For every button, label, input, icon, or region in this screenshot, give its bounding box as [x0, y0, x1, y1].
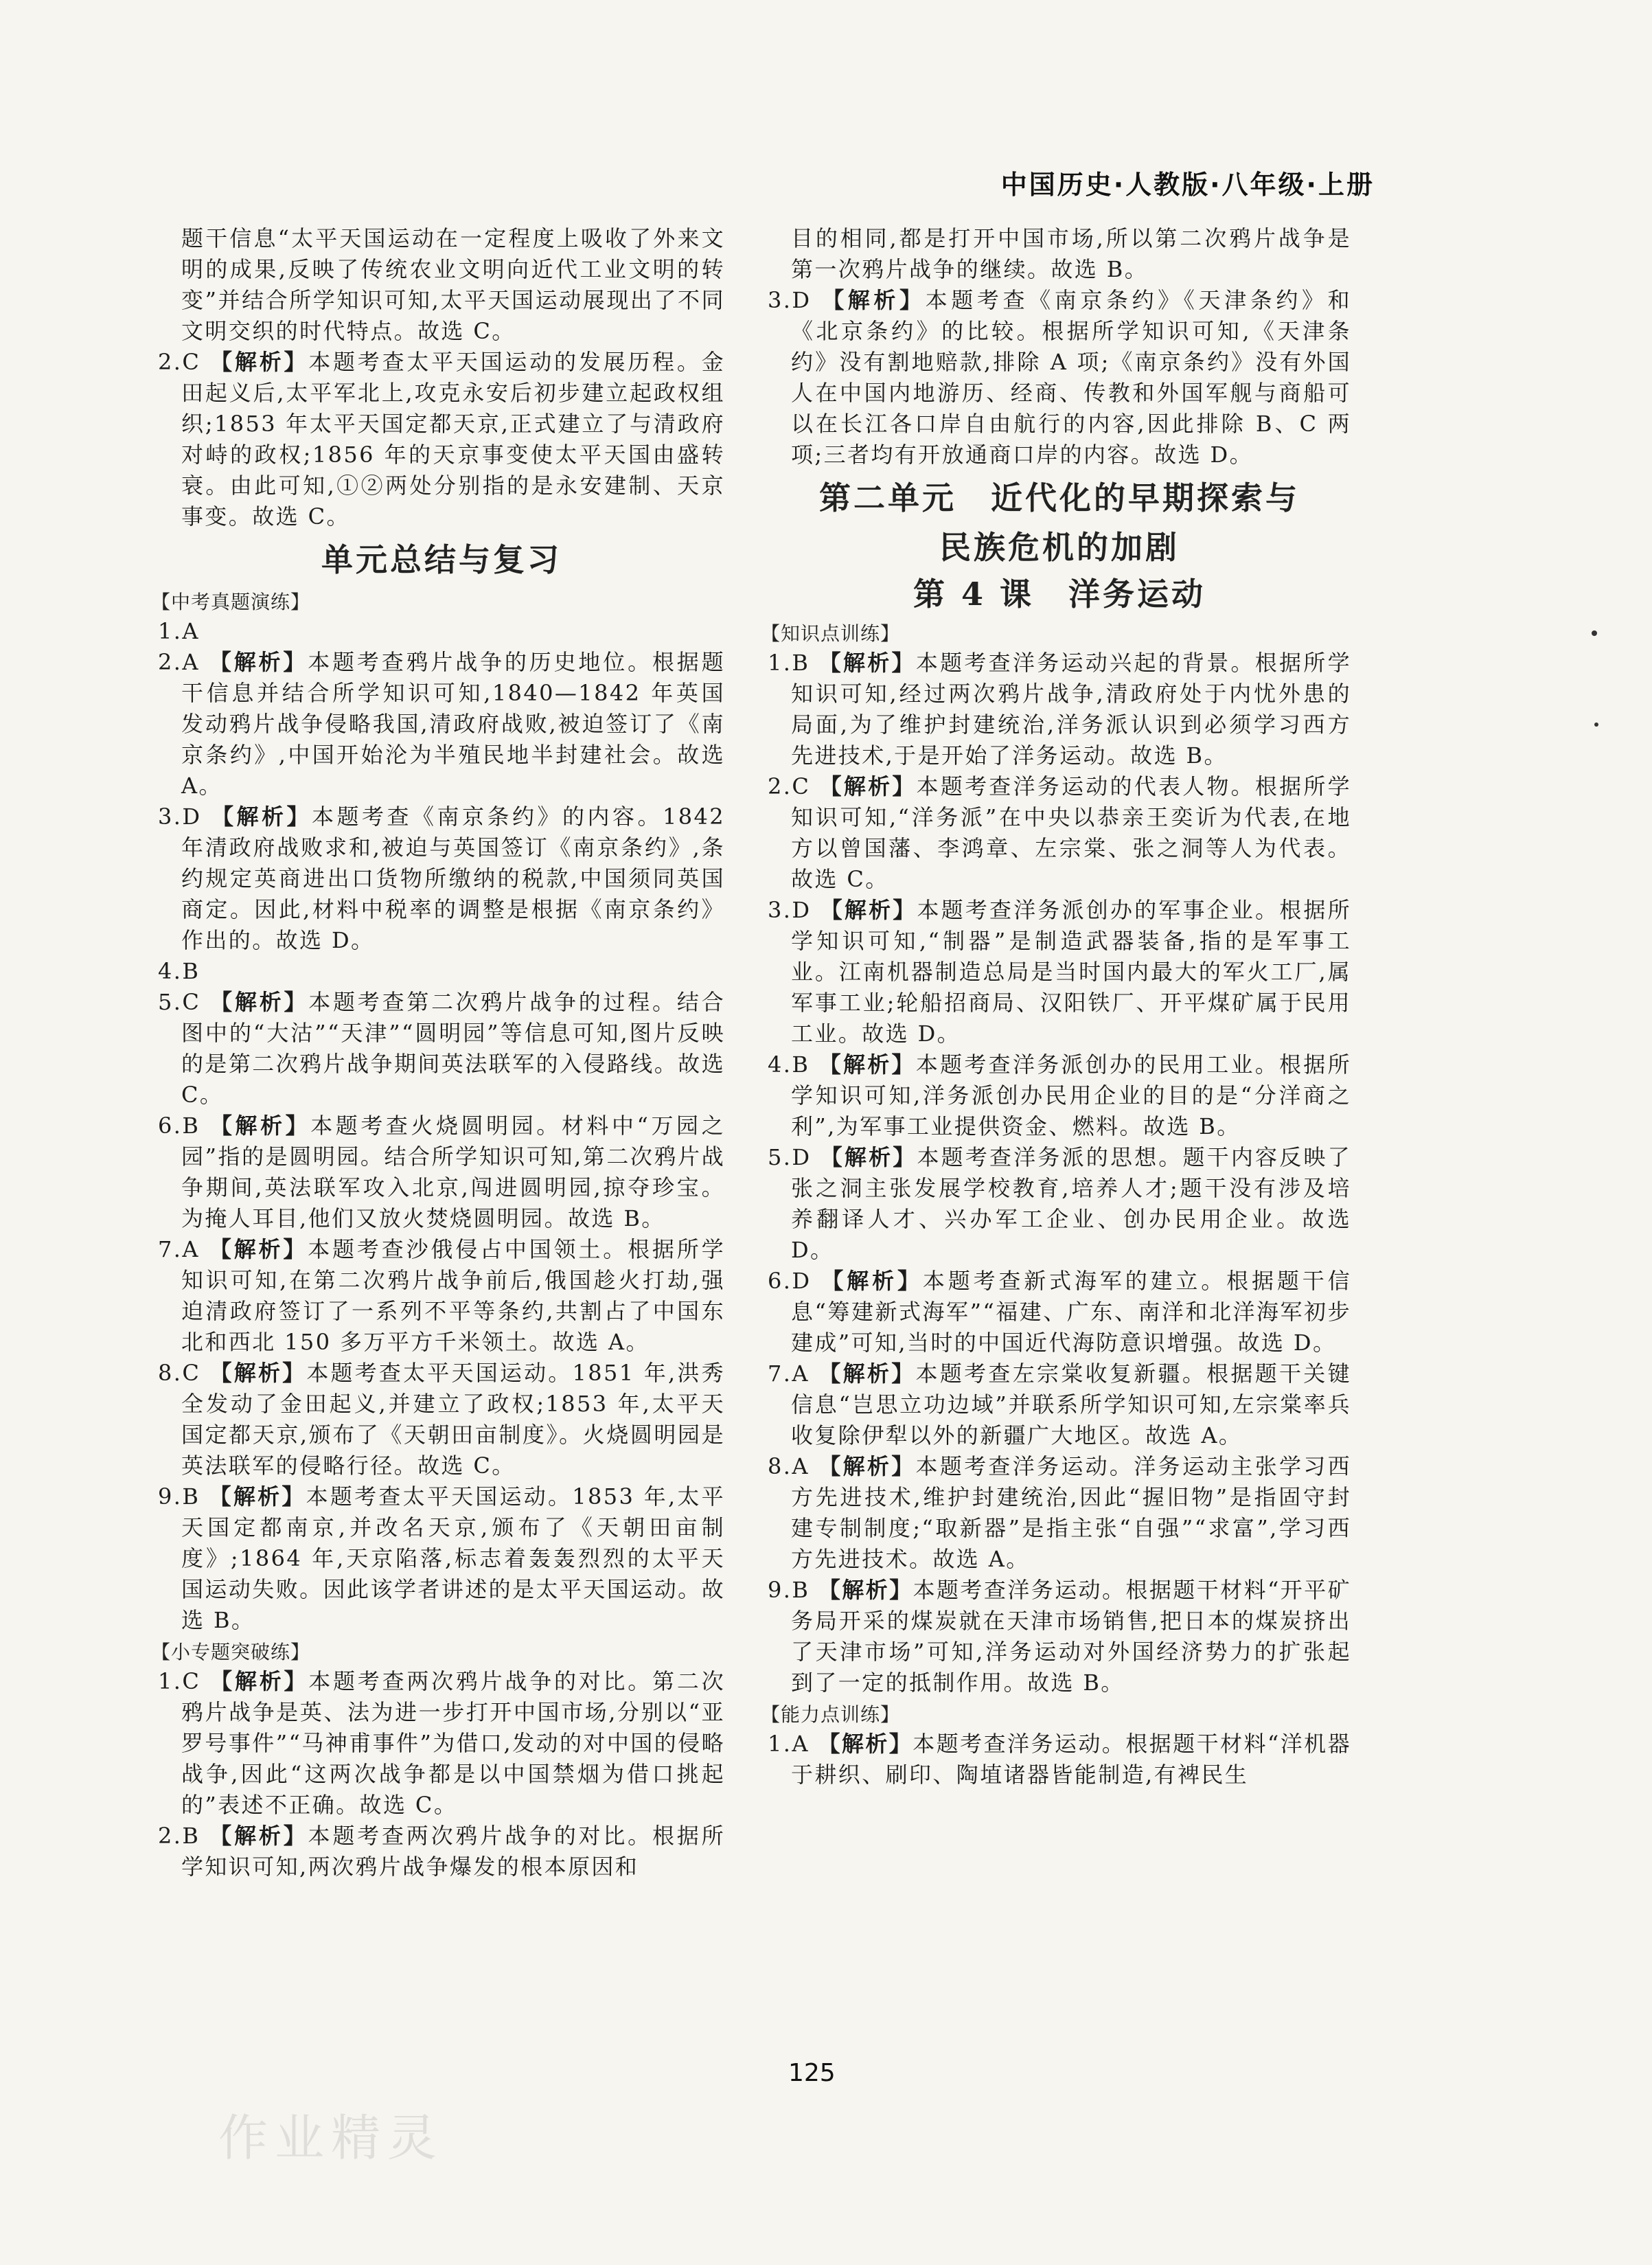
answer-item [768, 1451, 1351, 1575]
right-column [761, 223, 1352, 1790]
analysis-tag: 【解析】 [209, 1360, 307, 1386]
answer-item [768, 1266, 1351, 1358]
answer-label: 9.B [768, 1577, 810, 1603]
answer-text: 本题考查两次鸦片战争的对比。第二次鸦片战争是英、法为进一步打开中国市场,分别以“亚罗号事件”“马神甫事件”为借口,发动的对中国的侵略战争,因此“这两次战争都是以中国禁烟为借口挑起的”表述不正确。故选 C。 [181, 1668, 725, 1818]
answer-item [768, 1729, 1351, 1790]
answer-label: 6.B [158, 1113, 200, 1139]
answer-item [158, 1666, 725, 1821]
answer-continuation: 题干信息“太平天国运动在一定程度上吸收了外来文明的成果,反映了传统农业文明向近代工业文明的转变”并结合所学知识可知,太平天国运动展现出了不同文明交织的时代特点。故选 C。 [181, 225, 725, 344]
answer-item [768, 1049, 1351, 1142]
answer-label: 3.D [158, 804, 202, 830]
answer-item [158, 1821, 725, 1882]
analysis-tag: 【解析】 [210, 349, 309, 375]
answer-label: 7.A [768, 1361, 810, 1387]
answer-item [158, 987, 725, 1111]
answer-label: 5.D [768, 1144, 812, 1170]
analysis-tag: 【解析】 [818, 1453, 916, 1479]
section-label: 【小专题突破练】 [151, 1641, 311, 1663]
answer-text: 本题考查太平天国运动。1853 年,太平天国定都南京,并改名天京,颁布了《天朝田亩制度》;1864 年,天京陷落,标志着轰轰烈烈的太平天国运动失败。因此该学者讲述的是太平天国运动。故选 B。 [181, 1483, 725, 1633]
analysis-tag: 【解析】 [209, 1483, 306, 1510]
book-title-header: 中国历史·人教版·八年级·上册 [1000, 170, 1375, 200]
answer-label: 5.C [158, 989, 201, 1015]
answer-item [768, 285, 1351, 470]
analysis-tag: 【解析】 [818, 1731, 913, 1757]
answer-item [768, 1575, 1351, 1698]
section-label: 【知识点训练】 [761, 622, 901, 645]
answer-item [158, 616, 725, 647]
margin-dot [1592, 630, 1597, 636]
answer-text: 本题考查左宗棠收复新疆。根据题干关键信息“岂思立功边域”并联系所学知识可知,左宗棠率兵收复除伊犁以外的新疆广大地区。故选 A。 [791, 1361, 1352, 1448]
section-label: 【中考真题演练】 [151, 591, 311, 613]
answer-text: 本题考查第二次鸦片战争的过程。结合图中的“大沽”“天津”“圆明园”等信息可知,图片反映的是第二次鸦片战争期间英法联军的入侵路线。故选 C。 [181, 989, 725, 1108]
answer-item [158, 347, 725, 532]
heading-title: 民族危机的加剧 [939, 529, 1180, 566]
answer-text: 本题考查两次鸦片战争的对比。根据所学知识可知,两次鸦片战争爆发的根本原因和 [181, 1823, 725, 1880]
answer-text: 本题考查《南京条约》的内容。1842 年清政府战败求和,被迫与英国签订《南京条约》,条约规定英商进出口货物所缴纳的税款,中国须同英国商定。因此,材料中税率的调整是根据《南京条约》作出的。故选 D。 [181, 804, 725, 953]
answer-item [768, 1358, 1351, 1451]
answer-text: 本题考查沙俄侵占中国领土。根据所学知识可知,在第二次鸦片战争前后,俄国趁火打劫,强迫清政府签订了一系列不平等条约,共割占了中国东北和西北 150 多万平方千米领土。故选 A。 [181, 1236, 725, 1355]
answer-label: 4.B [768, 1051, 810, 1078]
left-column [151, 223, 725, 1882]
answer-text: 本题考查太平天国运动。1851 年,洪秀全发动了金田起义,并建立了政权;1853 年,太平天国定都天京,颁布了《天朝田亩制度》。火烧圆明园是英法联军的侵略行径。故选 C。 [181, 1360, 725, 1479]
margin-dot [1594, 722, 1598, 727]
heading-title: 单元总结与复习 [321, 541, 562, 578]
answer-item [158, 801, 725, 956]
answer-item [768, 895, 1351, 1049]
heading-title: 第二单元 近代化的早期探索与 [819, 479, 1300, 516]
analysis-tag: 【解析】 [209, 1823, 308, 1849]
answer-text: 本题考查新式海军的建立。根据题干信息“筹建新式海军”“福建、广东、南洋和北洋海军初步建成”可知,当时的中国近代海防意识增强。故选 D。 [791, 1268, 1351, 1356]
answer-label: 8.A [768, 1453, 810, 1479]
analysis-tag: 【解析】 [818, 650, 916, 676]
answer-text: 本题考查太平天国运动的发展历程。金田起义后,太平军北上,攻克永安后初步建立起政权组织;1853 年太平天国定都天京,正式建立了与清政府对峙的政权;1856 年的天京事变使太平天国由盛转衰。由此可知,①②两处分别指的是永安建制、天京事变。故选 C。 [181, 349, 725, 530]
answer-item [158, 956, 725, 987]
answer-text: 本题考查《南京条约》《天津条约》和《北京条约》的比较。根据所学知识可知,《天津条约》没有割地赔款,排除 A 项;《南京条约》没有外国人在中国内地游历、经商、传教和外国军舰与商船可以在长江各口岸自由航行的内容,因此排除 B、C 两项;三者均有开放通商口岸的内容。故选 D。 [791, 287, 1351, 468]
analysis-tag: 【解析】 [210, 1668, 309, 1694]
answer-item [158, 1234, 725, 1358]
analysis-tag: 【解析】 [822, 287, 926, 313]
answer-item [158, 647, 725, 801]
analysis-tag: 【解析】 [818, 1051, 916, 1078]
analysis-tag: 【解析】 [821, 1268, 923, 1294]
answer-label: 7.A [158, 1236, 200, 1262]
answer-label: 2.A [158, 649, 200, 675]
answer-text: 本题考查洋务运动。洋务运动主张学习西方先进技术,维护封建统治,因此“握旧物”是指固守封建专制制度;“取新器”是指主张“自强”“求富”,学习西方先进技术。故选 A。 [791, 1453, 1352, 1572]
answer-label: 1.A [768, 1731, 810, 1757]
answer-label: 3.D [768, 287, 812, 313]
answer-item [768, 648, 1351, 771]
answer-item [158, 1111, 725, 1234]
analysis-tag: 【解析】 [209, 1113, 311, 1139]
answer-label: 4.B [158, 958, 200, 984]
answer-text: 本题考查洋务派的思想。题干内容反映了张之洞主张发展学校教育,培养人才;题干没有涉及培养翻译人才、兴办军工企业、创办民用企业。故选 D。 [791, 1144, 1351, 1263]
page-number: 125 [788, 2059, 836, 2087]
answer-text: 本题考查洋务运动。根据题干材料“开平矿务局开采的煤炭就在天津市场销售,把日本的煤炭挤出了天津市场”可知,洋务运动对外国经济势力的扩张起到了一定的抵制作用。故选 B。 [791, 1577, 1352, 1696]
watermark-text: 作业精灵 [218, 2109, 444, 2167]
answer-label: 6.D [768, 1268, 812, 1294]
answer-continuation: 目的相同,都是打开中国市场,所以第二次鸦片战争是第一次鸦片战争的继续。故选 B。 [791, 225, 1351, 282]
analysis-tag: 【解析】 [211, 804, 312, 830]
answer-label: 8.C [158, 1360, 201, 1386]
answer-text: 本题考查火烧圆明园。材料中“万园之园”指的是圆明园。结合所学知识可知,第二次鸦片战争期间,英法联军攻入北京,闯进圆明园,掠夺珍宝。为掩人耳目,他们又放火焚烧圆明园。故选 B。 [181, 1113, 725, 1231]
analysis-tag: 【解析】 [210, 989, 309, 1015]
analysis-tag: 【解析】 [818, 1577, 913, 1603]
answer-item [768, 771, 1351, 895]
answer-label: 2.B [158, 1823, 200, 1849]
answer-label: 1.B [768, 650, 810, 676]
section-label: 【能力点训练】 [761, 1703, 901, 1726]
answer-item [158, 1481, 725, 1636]
answer-text: 本题考查洋务运动兴起的背景。根据所学知识可知,经过两次鸦片战争,清政府处于内忧外患的局面,为了维护封建统治,洋务派认识到必须学习西方先进技术,于是开始了洋务运动。故选 B。 [791, 650, 1351, 769]
analysis-tag: 【解析】 [209, 1236, 308, 1262]
answer-text: 本题考查洋务派创办的民用工业。根据所学知识可知,洋务派创办民用企业的目的是“分洋商之利”,为军事工业提供资金、燃料。故选 B。 [791, 1051, 1351, 1139]
answer-text: 本题考查洋务运动的代表人物。根据所学知识可知,“洋务派”在中央以恭亲王奕䜣为代表,在地方以曾国藩、李鸿章、左宗棠、张之洞等人为代表。故选 C。 [791, 773, 1352, 892]
heading-title: 第 4 课 洋务运动 [913, 576, 1206, 613]
answer-label: 1.C [158, 1668, 201, 1694]
answer-item [158, 1358, 725, 1481]
analysis-tag: 【解析】 [209, 649, 308, 675]
answer-label: 9.B [158, 1483, 200, 1510]
analysis-tag: 【解析】 [820, 1144, 917, 1170]
answer-text: 本题考查洋务派创办的军事企业。根据所学知识可知,“制器”是制造武器装备,指的是军事工业。江南机器制造总局是当时国内最大的军火工厂,属军事工业;轮船招商局、汉阳铁厂、开平煤矿属于民用工业。故选 D。 [791, 897, 1351, 1047]
analysis-tag: 【解析】 [818, 1361, 916, 1387]
analysis-tag: 【解析】 [819, 773, 917, 799]
answer-text: 本题考查洋务运动。根据题干材料“洋机器于耕织、刷印、陶埴诸器皆能制造,有裨民生 [791, 1731, 1351, 1788]
analysis-tag: 【解析】 [820, 897, 917, 923]
answer-label: 1.A [158, 618, 200, 644]
answer-label: 3.D [768, 897, 812, 923]
answer-label: 2.C [768, 773, 811, 799]
answer-text: 本题考查鸦片战争的历史地位。根据题干信息并结合所学知识可知,1840—1842 年英国发动鸦片战争侵略我国,清政府战败,被迫签订了《南京条约》,中国开始沦为半殖民地半封建社会。故选 A。 [181, 649, 725, 799]
answer-label: 2.C [158, 349, 201, 375]
answer-item [768, 1142, 1351, 1266]
